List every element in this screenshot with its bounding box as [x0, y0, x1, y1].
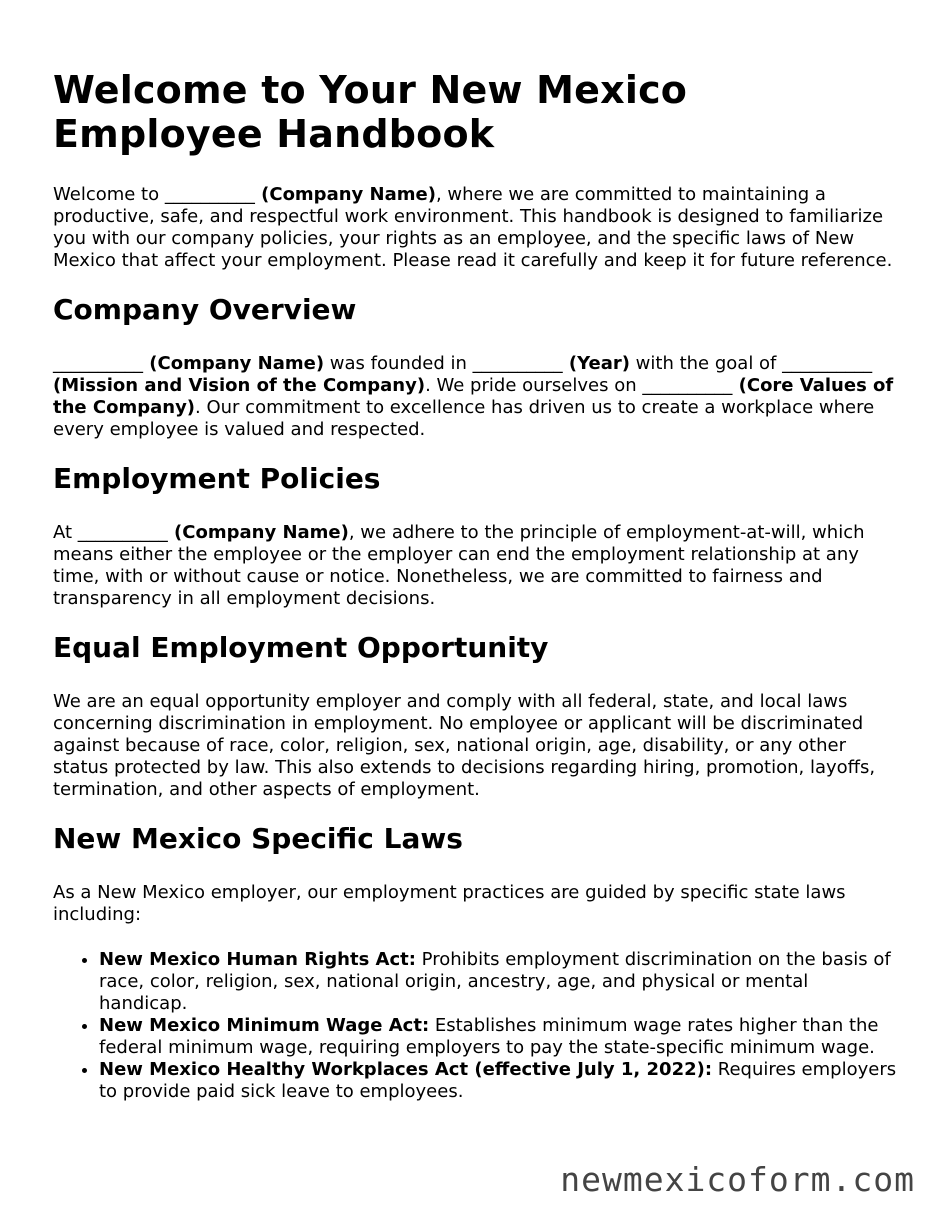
company-name-blank: __________: [53, 353, 143, 374]
company-name-label: (Company Name): [254, 184, 436, 205]
intro-text-2: , where we are committed to maintaining a productive, safe, and respectful work environment. This handbook is designed to familiarize you with our company policies, your rights as an employee, and the specific laws of New Mexico that affect your employment. Please read it carefully and keep it for future reference.: [53, 184, 893, 271]
law-name: New Mexico Minimum Wage Act:: [99, 1015, 430, 1036]
intro-text-1: Welcome to: [53, 184, 165, 205]
law-description: Requires employers to provide paid sick leave to employees.: [99, 1059, 897, 1102]
overview-paragraph: [53, 353, 898, 441]
company-name-blank: __________: [164, 184, 255, 205]
policies-paragraph: [53, 522, 898, 610]
year-label: (Year): [562, 353, 630, 374]
core-values-label: (Core Values of the Company): [53, 375, 894, 418]
overview-text-3: . We pride ourselves on: [425, 375, 643, 396]
overview-text-4: . Our commitment to excellence has driven us to create a workplace where every employee is valued and respected.: [53, 397, 875, 440]
year-blank: __________: [472, 353, 563, 374]
section-heading-company-overview: Company Overview: [53, 293, 357, 326]
section-heading-nm-laws: New Mexico Specific Laws: [53, 822, 463, 855]
law-description: Establishes minimum wage rates higher than the federal minimum wage, requiring employers to pay the state-specific minimum wage.: [99, 1015, 879, 1058]
company-name-label: (Company Name): [143, 353, 325, 374]
company-name-label: (Company Name): [167, 522, 349, 543]
eeo-paragraph: We are an equal opportunity employer and comply with all federal, state, and local laws concerning discrimination in employment. No employee or applicant will be discriminated against because of race, color, religion, sex, national origin, age, disability, or any other status protected by law. This also extends to decisions regarding hiring, promotion, layoffs, termination, and other aspects of employment.: [53, 691, 876, 800]
policies-text-1: At: [53, 522, 78, 543]
nm-laws-intro: As a New Mexico employer, our employment practices are guided by specific state laws including:: [53, 882, 846, 925]
document-page: [53, 68, 898, 1103]
overview-text-1: was founded in: [324, 353, 473, 374]
company-name-blank: __________: [77, 522, 168, 543]
list-item: [99, 949, 898, 1015]
site-watermark: newmexicoform.com: [560, 1160, 915, 1199]
mission-label: (Mission and Vision of the Company): [53, 375, 426, 396]
list-item: [99, 1015, 898, 1059]
overview-text-2: with the goal of: [629, 353, 783, 374]
law-name: New Mexico Healthy Workplaces Act (effective July 1, 2022):: [99, 1059, 713, 1080]
section-heading-employment-policies: Employment Policies: [53, 462, 381, 495]
list-item: [99, 1059, 898, 1103]
law-description: Prohibits employment discrimination on the basis of race, color, religion, sex, national origin, ancestry, age, and physical or mental handicap.: [99, 949, 891, 1014]
core-values-blank: __________: [642, 375, 733, 396]
law-name: New Mexico Human Rights Act:: [99, 949, 416, 970]
nm-laws-list: [53, 949, 898, 1103]
intro-paragraph: [53, 184, 898, 272]
section-heading-equal-employment: Equal Employment Opportunity: [53, 631, 549, 664]
page-title: Welcome to Your New Mexico Employee Handbook: [53, 68, 688, 156]
policies-text-2: , we adhere to the principle of employment-at-will, which means either the employee or the employer can end the employment relationship at any time, with or without cause or notice. Nonetheless, we are committed to fairness and transparency in all employment decisions.: [53, 522, 865, 609]
mission-blank: __________: [782, 353, 873, 374]
